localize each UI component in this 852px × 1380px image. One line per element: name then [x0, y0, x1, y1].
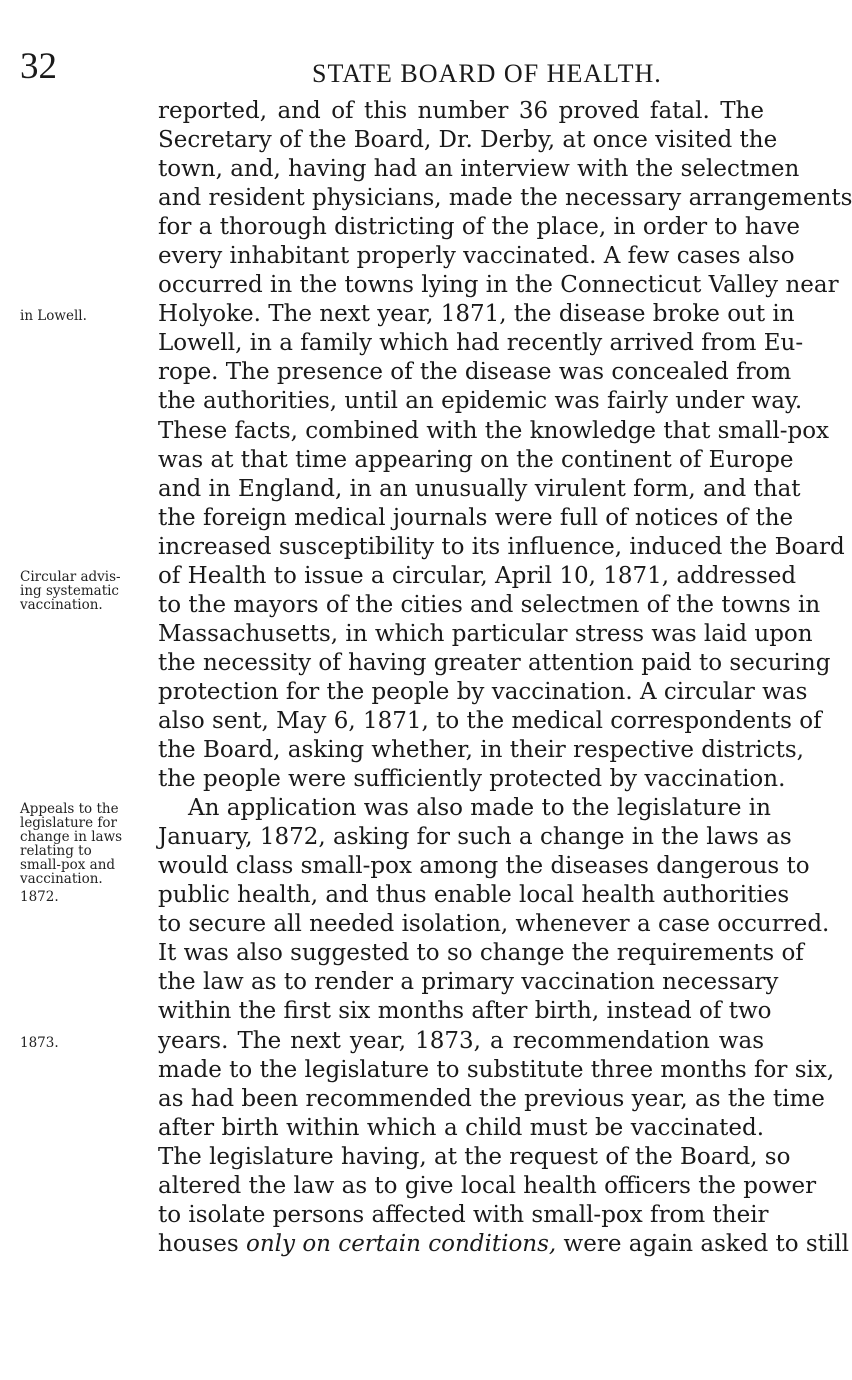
- text-line: within the first six months after birth, instead of two: [158, 998, 772, 1025]
- text-line: every inhabitant properly vaccinated. A few cases also: [158, 243, 795, 270]
- page-number: 32: [20, 46, 57, 87]
- final-line-prefix: houses: [158, 1230, 247, 1257]
- margin-note-lowell: [20, 309, 150, 323]
- margin-note-line: small-pox and: [20, 857, 116, 874]
- text-line: for a thorough districting of the place, in order to have: [158, 214, 800, 241]
- text-line: occurred in the towns lying in the Connecticut Valley near: [158, 272, 839, 299]
- margin-note-line: Circular advis-: [20, 568, 121, 585]
- margin-note-line: relating to: [20, 843, 92, 860]
- text-line: town, and, having had an interview with the selectmen: [158, 156, 800, 183]
- margin-note-appeals: [20, 802, 150, 904]
- text-line: was at that time appearing on the continent of Europe: [158, 446, 794, 473]
- text-line: January, 1872, asking for such a change in the laws as: [158, 824, 792, 851]
- body-text: [158, 97, 852, 1259]
- margin-note-line: vaccination.: [20, 596, 103, 613]
- text-line: also sent, May 6, 1871, to the medical correspondents of: [158, 707, 822, 734]
- margin-note-year: 1872.: [20, 889, 59, 906]
- text-line: to isolate persons affected with small-pox from their: [158, 1201, 769, 1228]
- running-title: STATE BOARD OF HEALTH.: [312, 59, 662, 88]
- text-line: An application was also made to the legislature in: [188, 795, 771, 822]
- text-line: Massachusetts, in which particular stress was laid upon: [158, 620, 813, 647]
- text-line: protection for the people by vaccination. A circular was: [158, 678, 808, 705]
- margin-note-line: vaccination.: [20, 871, 103, 888]
- text-line: rope. The presence of the disease was concealed from: [158, 359, 792, 386]
- margin-note-line: ing systematic: [20, 582, 119, 599]
- text-line: of Health to issue a circular, April 10, 1871, addressed: [158, 562, 797, 589]
- text-line: Secretary of the Board, Dr. Derby, at once visited the: [158, 127, 778, 154]
- text-line: public health, and thus enable local health authorities: [158, 882, 790, 909]
- text-line: to secure all needed isolation, whenever a case occurred.: [158, 911, 830, 938]
- final-line-suffix: were again asked to still: [556, 1230, 850, 1257]
- text-line: reported, and of this number 36 proved fatal. The: [158, 98, 764, 124]
- text-line: the law as to render a primary vaccination necessary: [158, 969, 779, 996]
- text-line: the necessity of having greater attention paid to securing: [158, 649, 831, 676]
- text-line: Holyoke. The next year, 1871, the disease broke out in: [158, 301, 795, 328]
- text-line: the people were sufficiently protected by vaccination.: [158, 766, 786, 793]
- text-line: the authorities, until an epidemic was fairly under way.: [158, 388, 803, 415]
- margin-note-circular: [20, 570, 150, 612]
- text-line: the foreign medical journals were full of notices of the: [158, 504, 794, 531]
- margin-note-line: change in laws: [20, 829, 123, 846]
- text-line: to the mayors of the cities and selectmen of the towns in: [158, 591, 821, 618]
- page-header: [0, 44, 800, 94]
- text-line: as had been recommended the previous year, as the time: [158, 1085, 825, 1112]
- text-line: would class small-pox among the diseases dangerous to: [158, 853, 810, 880]
- text-line: altered the law as to give local health officers the power: [158, 1172, 817, 1199]
- margin-note-line: in Lowell.: [20, 308, 87, 325]
- margin-note-1873: [20, 1036, 150, 1050]
- text-line: increased susceptibility to its influence, induced the Board: [158, 533, 845, 560]
- text-line: years. The next year, 1873, a recommendation was: [158, 1027, 764, 1054]
- text-line: The legislature having, at the request of the Board, so: [158, 1143, 791, 1170]
- text-line: It was also suggested to so change the requirements of: [158, 940, 804, 967]
- text-line: and in England, in an unusually virulent form, and that: [158, 475, 801, 502]
- text-line-final: [158, 1230, 850, 1259]
- margin-note-year: 1873.: [20, 1034, 59, 1051]
- text-line: These facts, combined with the knowledge that small-pox: [158, 417, 830, 444]
- text-line: Lowell, in a family which had recently arrived from Eu-: [158, 330, 804, 357]
- text-line: the Board, asking whether, in their respective districts,: [158, 737, 804, 764]
- text-line: made to the legislature to substitute three months for six,: [158, 1056, 835, 1083]
- margin-note-line: Appeals to the: [20, 801, 119, 818]
- margin-note-line: legislature for: [20, 815, 117, 832]
- text-line: after birth within which a child must be vaccinated.: [158, 1114, 764, 1141]
- text-line: and resident physicians, made the necessary arrangements: [158, 185, 852, 212]
- final-line-italic: only on certain conditions,: [246, 1230, 557, 1257]
